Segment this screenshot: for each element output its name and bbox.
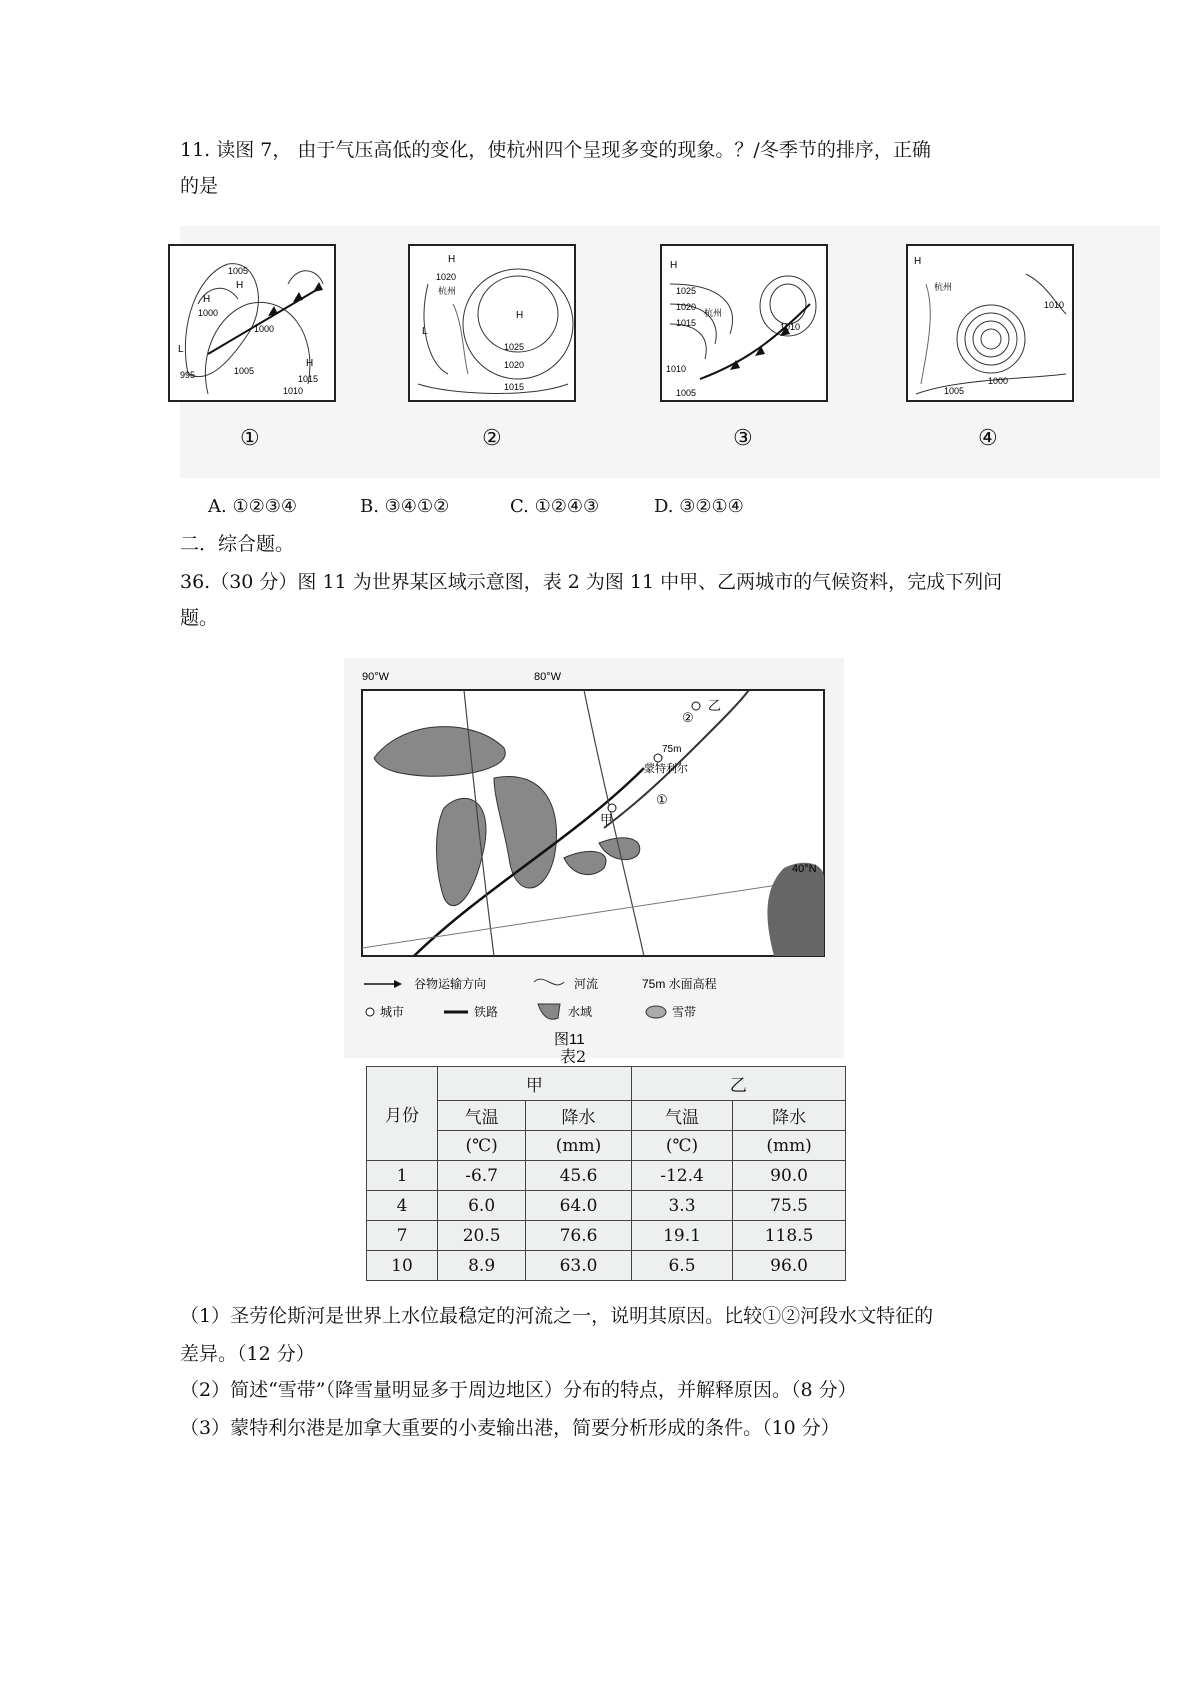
option-a: A. ①②③④ xyxy=(208,496,297,517)
th-jia: 甲 xyxy=(438,1067,632,1101)
map-label-1: ① xyxy=(240,426,260,451)
legend-elev: 75m 水面高程 xyxy=(642,977,717,991)
fig-city-yi: 乙 xyxy=(708,698,722,713)
legend-water: 水域 xyxy=(568,1005,593,1019)
m1-iso3: 1000 xyxy=(254,324,275,334)
m2-iso2: 1025 xyxy=(504,342,525,352)
m1-iso5: 995 xyxy=(180,370,196,380)
fig-elev: 75m xyxy=(662,744,682,755)
m4-iso2: 1000 xyxy=(988,376,1009,386)
cell: 1 xyxy=(367,1161,438,1191)
cell: 45.6 xyxy=(526,1161,632,1191)
th-jia-prec-unit: (mm) xyxy=(526,1131,632,1161)
figure-7-weather-maps xyxy=(180,226,1160,478)
th-jia-temp-unit: (℃) xyxy=(438,1131,526,1161)
m3-iso1: 1025 xyxy=(676,286,697,296)
m1-iso1: 1005 xyxy=(228,266,249,276)
cell: 76.6 xyxy=(526,1221,632,1251)
m2-l: L xyxy=(422,326,428,337)
cell: 7 xyxy=(367,1221,438,1251)
m2-iso1: 1020 xyxy=(436,272,457,282)
cell: 3.3 xyxy=(631,1191,732,1221)
m1-iso2: 1000 xyxy=(198,308,219,318)
table-row xyxy=(367,1161,846,1191)
q11-stem-line1: 11. 读图 7， 由于气压高低的变化，使杭州四个呈现多变的现象。？/冬季节的排序，正确 xyxy=(180,139,931,161)
fig-lat: 40°N xyxy=(792,863,817,875)
cell: 10 xyxy=(367,1251,438,1281)
option-c: C. ①②④③ xyxy=(510,496,600,517)
m2-city: 杭州 xyxy=(438,286,457,296)
table-row xyxy=(367,1221,846,1251)
m4-iso1: 1010 xyxy=(1044,300,1065,310)
legend-city: 城市 xyxy=(380,1005,405,1019)
m3-city: 杭州 xyxy=(704,308,723,318)
m3-iso2: 1020 xyxy=(676,302,697,312)
th-jia-prec: 降水 xyxy=(526,1101,632,1131)
m2-iso3: 1020 xyxy=(504,360,525,370)
cell: 75.5 xyxy=(733,1191,846,1221)
weather-map-4 xyxy=(906,244,1074,402)
m1-l: L xyxy=(178,344,184,355)
cell: 63.0 xyxy=(526,1251,632,1281)
m4-h: H xyxy=(914,256,922,267)
map-label-3: ③ xyxy=(733,426,753,451)
cell: 118.5 xyxy=(733,1221,846,1251)
fig-circ1: ① xyxy=(656,792,668,807)
m3-iso4: 1010 xyxy=(780,322,801,332)
option-d: D. ③②①④ xyxy=(654,496,744,517)
m3-iso3: 1015 xyxy=(676,318,697,328)
q36-sub3: （3）蒙特利尔港是加拿大重要的小麦输出港，简要分析形成的条件。（10 分） xyxy=(180,1417,840,1439)
m2-iso4: 1015 xyxy=(504,382,525,392)
q36-stem-line2: 题。 xyxy=(180,607,219,629)
weather-map-1 xyxy=(168,244,336,402)
m1-h1: H xyxy=(203,294,211,305)
cell: 4 xyxy=(367,1191,438,1221)
m3-h: H xyxy=(670,260,678,271)
th-yi-prec-unit: (mm) xyxy=(733,1131,846,1161)
cell: 8.9 xyxy=(438,1251,526,1281)
th-yi-temp-unit: (℃) xyxy=(631,1131,732,1161)
m3-iso5: 1010 xyxy=(666,364,687,374)
cell: 19.1 xyxy=(631,1221,732,1251)
m2-h2: H xyxy=(516,310,524,321)
section-2-heading: 二．综合题。 xyxy=(180,533,295,555)
th-jia-temp: 气温 xyxy=(438,1101,526,1131)
q36-sub1-line1: （1）圣劳伦斯河是世界上水位最稳定的河流之一，说明其原因。比较①②河段水文特征的 xyxy=(180,1305,934,1327)
fig11-caption: 图11 xyxy=(554,1031,585,1048)
cell: -6.7 xyxy=(438,1161,526,1191)
m1-iso6: 1015 xyxy=(298,374,319,384)
legend-rail: 铁路 xyxy=(474,1005,499,1019)
q11-stem-line2: 的是 xyxy=(180,175,219,197)
m1-iso7: 1010 xyxy=(283,386,304,396)
table-2-caption: 表2 xyxy=(560,1047,587,1066)
m1-iso4: 1005 xyxy=(234,366,255,376)
legend-grain: 谷物运输方向 xyxy=(414,977,487,991)
m3-iso6: 1005 xyxy=(676,388,697,398)
th-yi-prec: 降水 xyxy=(733,1101,846,1131)
th-yi: 乙 xyxy=(631,1067,845,1101)
q36-sub2: （2）简述“雪带”（降雪量明显多于周边地区）分布的特点，并解释原因。（8 分） xyxy=(180,1379,857,1401)
legend-snowbelt: 雪带 xyxy=(672,1005,697,1019)
map-label-4: ④ xyxy=(978,426,998,451)
option-b: B. ③④①② xyxy=(360,496,450,517)
m4-iso3: 1005 xyxy=(944,386,965,396)
fig-lon2: 80°W xyxy=(534,671,562,683)
m1-h3: H xyxy=(306,358,314,369)
cell: 64.0 xyxy=(526,1191,632,1221)
legend-river: 河流 xyxy=(574,977,599,991)
fig-city-jia: 甲 xyxy=(600,812,614,827)
table-row xyxy=(367,1251,846,1281)
th-month: 月份 xyxy=(367,1067,438,1161)
cell: 90.0 xyxy=(733,1161,846,1191)
cell: 6.0 xyxy=(438,1191,526,1221)
weather-map-3 xyxy=(660,244,828,402)
figure-11-map xyxy=(344,658,844,1058)
m4-city: 杭州 xyxy=(934,282,953,292)
m1-h2: H xyxy=(236,280,244,291)
m2-h1: H xyxy=(448,254,456,265)
map-label-2: ② xyxy=(482,426,502,451)
cell: 96.0 xyxy=(733,1251,846,1281)
cell: 20.5 xyxy=(438,1221,526,1251)
fig-montreal: 蒙特利尔 xyxy=(644,763,688,775)
table-2-climate xyxy=(366,1066,846,1281)
weather-map-2 xyxy=(408,244,576,402)
cell: -12.4 xyxy=(631,1161,732,1191)
table-row xyxy=(367,1191,846,1221)
fig-circ2: ② xyxy=(682,710,694,725)
q36-stem-line1: 36.（30 分）图 11 为世界某区域示意图，表 2 为图 11 中甲、乙两城市的气候资料，完成下列问 xyxy=(180,571,1003,593)
fig-lon1: 90°W xyxy=(362,671,390,683)
th-yi-temp: 气温 xyxy=(631,1101,732,1131)
cell: 6.5 xyxy=(631,1251,732,1281)
q36-sub1-line2: 差异。（12 分） xyxy=(180,1343,315,1365)
